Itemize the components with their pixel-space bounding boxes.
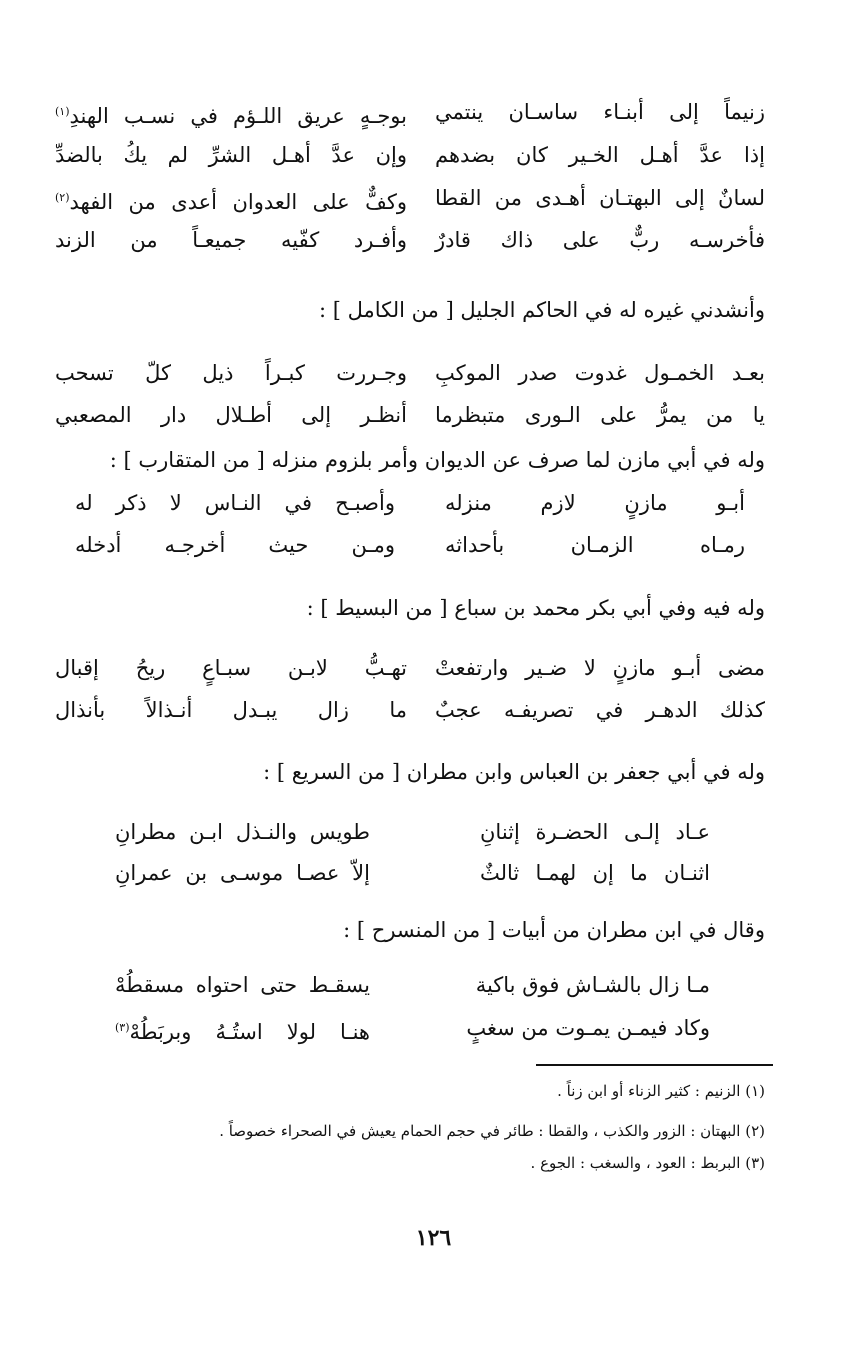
- verse-first-hemistich: إذا عدَّ أهـل الخـير كان بضدهم: [435, 143, 765, 167]
- verse-second-hemistich: هنـا لولا استُـهُ وبربَطُهْ: [129, 1020, 370, 1044]
- verse-second-hemistich: ما زال يبـدل أنـذالاً بأنذال: [55, 698, 407, 722]
- verse-second-hemistich: وجـررت كبـراً ذيل كلّ تسحب: [55, 361, 407, 385]
- verse-line: [55, 965, 765, 1005]
- verse-first-hemistich: كذلك الدهـر في تصريفـه عجبٌ: [435, 698, 765, 722]
- verse-second-hemistich: طويس والنـذل ابـن مطرانِ: [115, 820, 370, 844]
- verse-line: [55, 395, 765, 435]
- verse-second-hemistich: وكفٌّ على العدوان أعدى من الفهد: [69, 190, 407, 214]
- verse-line: [55, 648, 765, 688]
- poem-intro: وقال في ابن مطران من أبيات [ من المنسرح ] :: [343, 918, 765, 942]
- verse-first-hemistich: لسانٌ إلى البهتـان أهـدى من القطا: [435, 186, 765, 210]
- poem-intro: وله فيه وفي أبي بكر محمد بن سباع [ من البسيط ] :: [306, 596, 765, 620]
- poem-intro: وأنشدني غيره له في الحاكم الجليل [ من الكامل ] :: [318, 298, 765, 322]
- verse-first-hemistich: وكاد فيمـن يمـوت من سغبٍ: [466, 1016, 710, 1040]
- footnote-divider: [536, 1064, 773, 1066]
- verse-second-hemistich: وأفـرد كفّيه جميعـاً من الزند: [55, 228, 407, 252]
- verse-line: [55, 353, 765, 393]
- verse-line: [55, 690, 765, 730]
- footnote-marker: (١): [55, 105, 70, 118]
- verse-second-hemistich: بوجـهٍ عريق اللـؤم في نسـب الهندِ: [69, 104, 407, 128]
- verse-line: [55, 220, 765, 260]
- verse-line: [55, 525, 765, 565]
- verse-first-hemistich: اثنـان ما إن لهمـا ثالثٌ: [480, 861, 710, 885]
- verse-second-hemistich: ومـن حيث أخرجـه أدخله: [75, 533, 395, 557]
- footnote-marker: (٢): [55, 191, 70, 204]
- verse-first-hemistich: مـا زال بالشـاش فوق باكية: [475, 973, 710, 997]
- verse-second-hemistich: يسقـط حتى احتواه مسقطُهْ: [115, 973, 370, 997]
- footnote: (١) الزنيم : كثير الزناء أو ابن زناً .: [557, 1082, 765, 1100]
- footnote: (٢) البهتان : الزور والكذب ، والقطا : طائر في حجم الحمام يعيش في الصحراء خصوصاً .: [219, 1122, 765, 1140]
- verse-first-hemistich: أبـو مازنٍ لازم منزله: [445, 491, 745, 515]
- verse-line: [55, 178, 765, 218]
- footnote-marker: (٣): [115, 1021, 130, 1034]
- verse-second-hemistich: أنظـر إلى أطـلال دار المصعبي: [55, 403, 407, 427]
- poem-intro: وله في أبي جعفر بن العباس وابن مطران [ من السريع ] :: [263, 760, 765, 784]
- verse-second-hemistich: إلاّ عصـا موسـى بن عمرانِ: [115, 861, 370, 885]
- verse-line: [55, 812, 765, 852]
- verse-first-hemistich: عـاد إلـى الحضـرة إثنانِ: [480, 820, 710, 844]
- verse-second-hemistich: وإن عدَّ أهـل الشرِّ لم يكُ بالضدِّ: [55, 143, 407, 167]
- verse-first-hemistich: رمـاه الزمـان بأحداثه: [445, 533, 745, 557]
- verse-first-hemistich: بعـد الخمـول غدوت صدر الموكبِ: [435, 361, 765, 385]
- page-number: ١٢٦: [415, 1225, 452, 1251]
- poem-intro: وله في أبي مازن لما صرف عن الديوان وأمر بلزوم منزله [ من المتقارب ] :: [109, 448, 765, 472]
- verse-first-hemistich: فأخرسـه ربٌّ على ذاك قادرٌ: [435, 228, 765, 252]
- verse-line: [55, 135, 765, 175]
- verse-line: [55, 1008, 765, 1048]
- verse-first-hemistich: زنيماً إلى أبنـاء ساسـان ينتمي: [435, 100, 765, 124]
- verse-line: [55, 92, 765, 132]
- verse-second-hemistich: تهـبُّ لابـن سبـاعٍ ريحُ إقبال: [55, 656, 407, 680]
- verse-second-hemistich: وأصبـح في النـاس لا ذكر له: [75, 491, 395, 515]
- footnote: (٣) البربط : العود ، والسغب : الجوع .: [530, 1154, 765, 1172]
- verse-line: [55, 483, 765, 523]
- verse-line: [55, 853, 765, 893]
- verse-first-hemistich: يا من يمرُّ على الـورى متبظرما: [435, 403, 765, 427]
- verse-first-hemistich: مضى أبـو مازنٍ لا ضـير وارتفعتْ: [435, 656, 765, 680]
